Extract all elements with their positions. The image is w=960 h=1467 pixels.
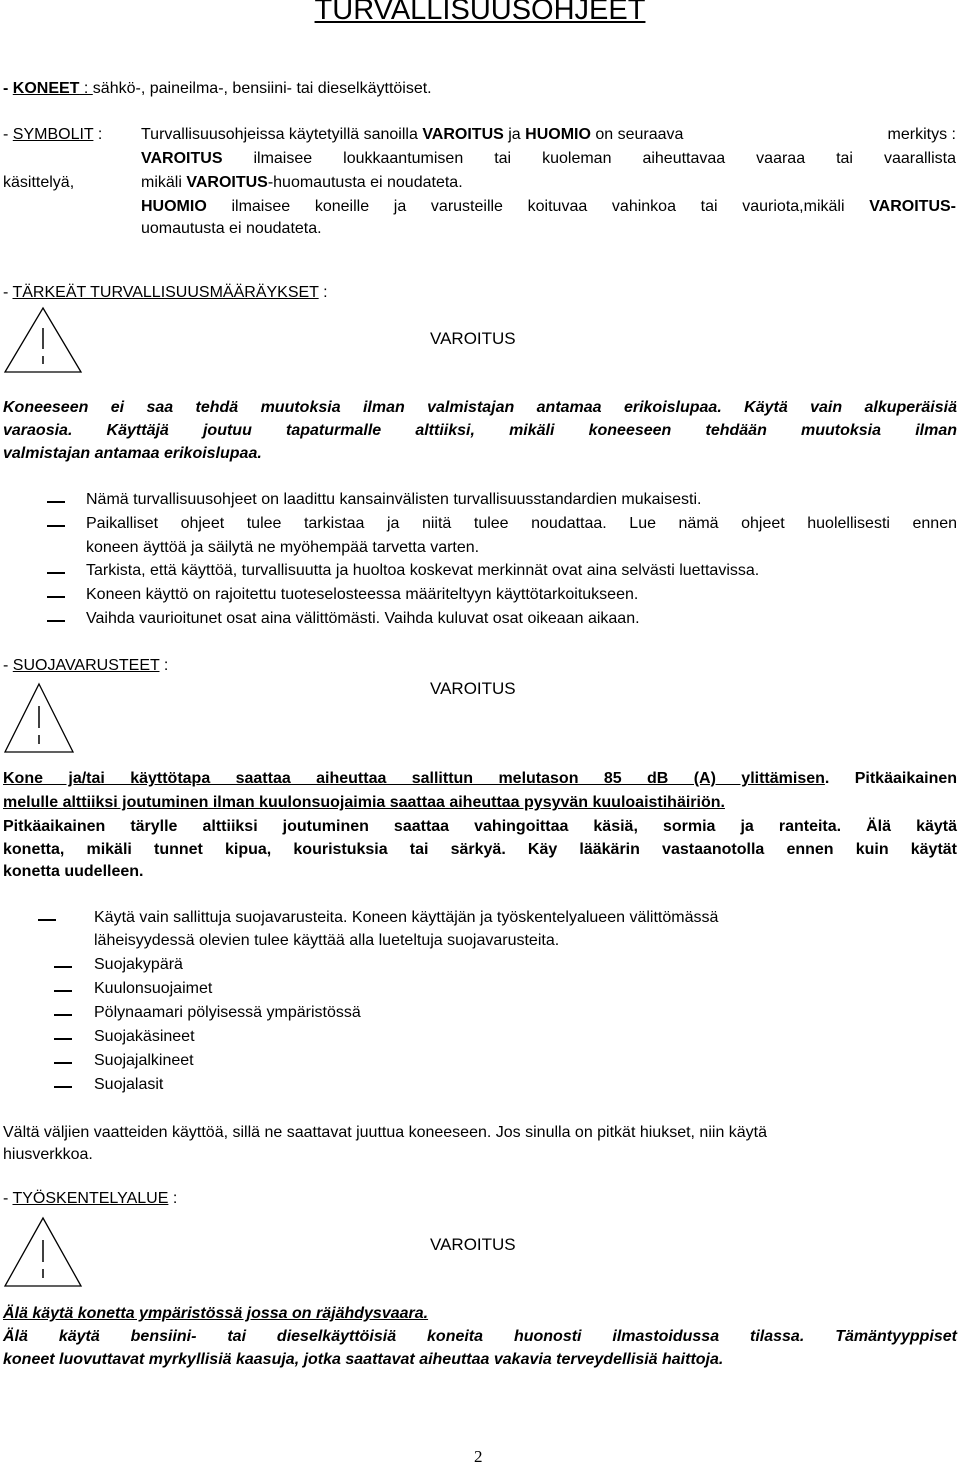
tarkeat-warning-label: VAROITUS <box>430 329 516 348</box>
dash-bullet-icon <box>54 990 72 992</box>
symbolit-line2: VAROITUS ilmaisee loukkaantumisen tai kuoleman aiheuttavaa vaaraa tai vaarallista <box>141 150 956 167</box>
symbolit-line3: mikäli VAROITUS-huomautusta ei noudateta. <box>141 174 463 191</box>
page-title: TURVALLISUUSOHJEET <box>314 0 646 26</box>
tyoskentelyalue-warning-label: VAROITUS <box>430 1235 516 1254</box>
list-item: Koneen käyttö on rajoitettu tuoteselosteessa määriteltyyn käyttötarkoitukseen. <box>86 586 639 603</box>
symbolit-line1-end: merkitys : <box>887 126 956 143</box>
clothing-note-line1: Vältä väljien vaatteiden käyttöä, sillä ne saattavat juuttua koneeseen. Jos sinulla on pitkät hiukset, niin käytä <box>3 1124 768 1141</box>
tarkeat-bold-line3: valmistajan antamaa erikoislupaa. <box>3 445 262 462</box>
tyoskentelyalue-bold-line3: koneet luovuttavat myrkyllisiä kaasuja, jotka saattavat aiheuttaa vakavia terveydellisiä haittoja. <box>3 1351 724 1368</box>
list-item: Paikalliset ohjeet tulee tarkistaa ja niitä tulee noudattaa. Lue nämä ohjeet huolellisesti ennen <box>86 515 957 532</box>
warning-triangle-icon <box>3 1216 83 1288</box>
dash-bullet-icon <box>54 966 72 968</box>
dash-bullet-icon <box>47 620 65 622</box>
list-item: Suojakäsineet <box>94 1028 195 1045</box>
dash-bullet-icon <box>47 525 65 527</box>
list-item: Kuulonsuojaimet <box>94 980 213 997</box>
suojavarusteet-bold-line5: konetta uudelleen. <box>3 863 144 880</box>
list-item: Tarkista, että käyttöä, turvallisuutta ja huoltoa koskevat merkinnät ovat aina selvästi luettavissa. <box>86 562 760 579</box>
tarkeat-bold-line1: Koneeseen ei saa tehdä muutoksia ilman valmistajan antamaa erikoislupaa. Käytä vain alkuperäisiä <box>3 399 957 416</box>
list-item: Suojajalkineet <box>94 1052 194 1069</box>
list-item-continuation: koneen äyttöä ja säilytä ne myöhempää tarvetta varten. <box>86 539 480 556</box>
dash-bullet-icon <box>54 1038 72 1040</box>
warning-triangle-icon <box>3 682 75 754</box>
koneet-heading: KONEET <box>12 80 80 97</box>
list-item-continuation: läheisyydessä olevien tulee käyttää alla lueteltuja suojavarusteita. <box>94 932 560 949</box>
list-item: Suojalasit <box>94 1076 164 1093</box>
page-number: 2 <box>474 1447 483 1466</box>
koneet-line: - KONEET : sähkö-, paineilma-, bensiini- tai dieselkäyttöiset. <box>3 80 432 97</box>
list-item: Nämä turvallisuusohjeet on laadittu kansainvälisten turvallisuusstandardien mukaisesti. <box>86 491 702 508</box>
suojavarusteet-heading: - SUOJAVARUSTEET : <box>3 657 169 674</box>
list-item: Suojakypärä <box>94 956 183 973</box>
tyoskentelyalue-bold-line1: Älä käytä konetta ympäristössä jossa on räjähdysvaara. <box>3 1305 429 1322</box>
dash-bullet-icon <box>47 572 65 574</box>
suojavarusteet-bold-line2: melulle alttiiksi joutuminen ilman kuulonsuojaimia saattaa aiheuttaa pysyvän kuuloaistihäiriön. <box>3 794 725 811</box>
suojavarusteet-bold-line3: Pitkäaikainen tärylle alttiiksi joutuminen saattaa vahingoittaa käsiä, sormia ja ranteita. Älä käytä <box>3 818 957 835</box>
suojavarusteet-warning-label: VAROITUS <box>430 679 516 698</box>
warning-triangle-icon <box>3 306 83 374</box>
list-item: Käytä vain sallittuja suojavarusteita. Koneen käyttäjän ja työskentelyalueen välittömässä <box>94 909 719 926</box>
tyoskentelyalue-bold-line2: Älä käytä bensiini- tai dieselkäyttöisiä koneita huonosti ilmastoidussa tilassa. Tämäntyyppiset <box>3 1328 957 1345</box>
symbolit-line5: uomautusta ei noudateta. <box>141 220 322 237</box>
dash-bullet-icon <box>38 919 56 921</box>
dash-bullet-icon <box>47 596 65 598</box>
tarkeat-heading: - TÄRKEÄT TURVALLISUUSMÄÄRÄYKSET : <box>3 284 328 301</box>
suojavarusteet-bold-line1: Kone ja/tai käyttötapa saattaa aiheuttaa sallittun melutason 85 dB (A) ylittämisen. Pitkäaikainen <box>3 770 958 787</box>
symbolit-heading: - SYMBOLIT : <box>3 126 103 143</box>
dash-bullet-icon <box>47 501 65 503</box>
dash-bullet-icon <box>54 1062 72 1064</box>
dash-bullet-icon <box>54 1014 72 1016</box>
suojavarusteet-bold-line4: konetta, mikäli tunnet kipua, kouristuksia tai särkyä. Käy lääkärin vastaanotolla ennen kuin käytät <box>3 841 957 858</box>
symbolit-line4: HUOMIO ilmaisee koneille ja varusteille koituvaa vahinkoa tai vauriota,mikäli VAROITUS- <box>141 198 956 215</box>
symbolit-line3-left: käsittelyä, <box>3 174 75 191</box>
dash-bullet-icon <box>54 1086 72 1088</box>
list-item: Vaihda vaurioitunet osat aina välittömästi. Vaihda kuluvat osat oikeaan aikaan. <box>86 610 640 627</box>
list-item: Pölynaamari pölyisessä ympäristössä <box>94 1004 361 1021</box>
tarkeat-bold-line2: varaosia. Käyttäjä joutuu tapaturmalle alttiiksi, mikäli koneeseen tehdään muutoksia ilman <box>3 422 957 439</box>
tyoskentelyalue-heading: - TYÖSKENTELYALUE : <box>3 1190 178 1207</box>
symbolit-line1: Turvallisuusohjeissa käytetyillä sanoilla VAROITUS ja HUOMIO on seuraava <box>141 126 684 143</box>
clothing-note-line2: hiusverkkoa. <box>3 1146 93 1163</box>
